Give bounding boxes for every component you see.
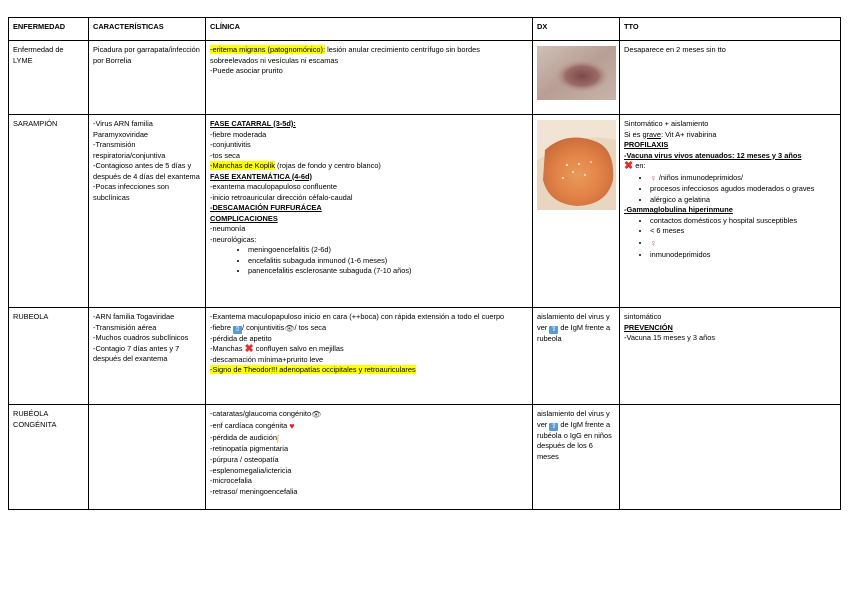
heart-icon: ♥ — [289, 421, 295, 432]
cell-lyme-dx — [533, 41, 620, 115]
header-dx: DX — [533, 18, 620, 41]
fase-exantematica-title: FASE EXANTEMÁTICA (4-6d) — [210, 171, 312, 181]
pregnant-woman-icon: ♀ — [650, 237, 657, 248]
list-item: • contactos domésticos y hospital susceptibles — [650, 216, 836, 227]
gammaglobulina-list — [624, 216, 836, 260]
list-item — [650, 237, 836, 250]
disease-table — [8, 17, 841, 510]
gammaglobulina-title: -Gammaglobulina hiperinmune — [624, 205, 733, 215]
list-item: • inmunodeprimidos — [650, 250, 836, 261]
list-item: • panencefalitis esclerosante subaguda (7-10 años) — [248, 266, 528, 277]
disease-name: RUBÉOLA CONGÉNITA — [13, 409, 57, 429]
list-item: • ♀ /niños inmunodeprimidos/ — [650, 172, 836, 185]
cell-rub-caracteristicas: -ARN familia Togaviridae -Transmisión aérea -Muchos cuadros subclínicos -Contagio 7 días antes y 7 después del exantema — [89, 308, 206, 405]
vacuna-line: -Vacuna virus vivos atenuados: 12 meses y 3 años — [624, 150, 802, 160]
profilaxis-title: PROFILAXIS — [624, 140, 669, 150]
neuro-list — [210, 245, 528, 277]
header-caracteristicas: CARACTERÍSTICAS — [89, 18, 206, 41]
cell-rub-name — [9, 308, 89, 405]
cell-sar-clinica: FASE CATARRAL (3-5d): -fiebre moderada -conjuntivitis -tos seca -Manchas de Koplik (rojas de fondo y centro blanco) FASE EXANTEMÁTICA (4-6d) -exantema maculopapuloso confluente -inicio retroauricular dirección céfalo-caudal -DESCAMACIÓN FURFURÁCEA COMPLICACIONES -neumonía -neurológicas: • meningoencefalitis (2-6d) • encefalitis subaguda inmunod (1-6 meses) • panencefalitis esclerosante subaguda (7-10 años) — [206, 115, 533, 308]
header-row — [9, 18, 841, 41]
pregnant-woman-icon: ♀ — [650, 172, 657, 183]
disease-name: SARAMPIÓN — [13, 119, 58, 128]
cross-mark-icon: ✖ — [244, 343, 254, 356]
complicaciones-title: COMPLICACIONES — [210, 213, 278, 223]
cell-lyme-clinica: -eritema migrans (patognomónico): lesión anular crecimiento centrífugo sin bordes sobreelevados ni vesículas ni escamas -Puede asociar prurito — [206, 41, 533, 115]
list-item: • procesos infecciosos agudos moderados o graves — [650, 184, 836, 195]
cell-lyme-tto: Desaparece en 2 meses sin tto — [620, 41, 841, 115]
cell-lyme-name — [9, 41, 89, 115]
ear-icon: ʃ — [276, 434, 279, 444]
highlight-theodor: -Signo de Theodor!!! adenopatías occipitales y retroauriculares — [210, 365, 416, 375]
cell-sar-dx — [533, 115, 620, 308]
contraindicaciones-list — [624, 172, 836, 206]
fase-catarral-title: FASE CATARRAL (3-5d): — [210, 119, 296, 128]
koplik-spots-photo — [537, 120, 616, 210]
cell-rub-tto: sintomático PREVENCIÓN -Vacuna 15 meses y 3 años — [620, 308, 841, 405]
disease-name: Enfermedad de LYME — [13, 45, 64, 65]
table-row-lyme — [9, 41, 841, 115]
prevencion-title: PREVENCIÓN — [624, 322, 673, 332]
eye-icon: 👁 — [284, 323, 295, 333]
descamacion-title: -DESCAMACIÓN FURFURÁCEA — [210, 203, 322, 213]
header-tto: TTO — [620, 18, 841, 41]
up-arrow-icon: ⇧ — [234, 325, 241, 333]
cell-lyme-caracteristicas: Picadura por garrapata/infección por Borrelia — [89, 41, 206, 115]
eye-icon: 👁 — [311, 410, 322, 419]
table-row-sarampion — [9, 115, 841, 308]
cross-mark-icon: ✖ — [624, 160, 634, 173]
cell-sar-name — [9, 115, 89, 308]
table-row-rubeola — [9, 308, 841, 405]
cell-cong-caracteristicas — [89, 405, 206, 510]
header-clinica: CLÍNICA — [206, 18, 533, 41]
cell-rub-dx: aislamiento del virus y ver ⇧ de IgM frente a rubeola — [533, 308, 620, 405]
cell-sar-tto: Sintomático + aislamiento Si es grave: Vit A+ rivabirina PROFILAXIS -Vacuna virus vivos atenuados: 12 meses y 3 años ✖ en: • ♀ /niños inmunodeprimidos/ • procesos infecciosos agudos moderados o graves • alérgico a gelatina -Gammaglobulina hiperinmune • contactos domésticos y hospital susceptibles • < 6 meses • ♀ • inmunodeprimidos — [620, 115, 841, 308]
up-arrow-icon: ⇧ — [550, 422, 557, 430]
highlight-eritema: -eritema migrans (patognomónico): — [210, 45, 326, 54]
disease-name: RUBEOLA — [13, 312, 49, 321]
lyme-rash-photo — [537, 46, 616, 100]
cell-cong-tto — [620, 405, 841, 510]
list-item: • encefalitis subaguda inmunod (1-6 meses) — [248, 256, 528, 267]
list-item: • alérgico a gelatina — [650, 195, 836, 206]
highlight-koplik: -Manchas de Koplik — [210, 161, 275, 171]
list-item: • < 6 meses — [650, 226, 836, 237]
list-item: • meningoencefalitis (2-6d) — [248, 245, 528, 256]
header-enfermedad: ENFERMEDAD — [9, 18, 89, 41]
cell-sar-caracteristicas: -Virus ARN familia Paramyxoviridae -Transmisión respiratoria/conjuntiva -Contagioso antes de 5 días y después de 4 días del exantema -Pocas infecciones son subclínicas — [89, 115, 206, 308]
cell-cong-dx: aislamiento del virus y ver ⇧ de IgM frente a rubéola o IgG en niños después de los 6 meses — [533, 405, 620, 510]
cell-rub-clinica: -Exantema maculopapuloso inicio en cara (++boca) con rápida extensión a todo el cuerpo -fiebre ⇧ / conjuntivitis👁/ tos seca -pérdida de apetito -Manchas ✖ confluyen salvo en mejillas -descamación mínima+prurito leve -Signo de Theodor!!! adenopatías occipitales y retroauriculares — [206, 308, 533, 405]
up-arrow-icon: ⇧ — [550, 325, 557, 333]
cell-cong-name — [9, 405, 89, 510]
table-row-rubeola-congenita — [9, 405, 841, 510]
cell-cong-clinica: -cataratas/glaucoma congénito👁 -enf cardíaca congénita ♥ -pérdida de audiciónʃ -retinopatía pigmentaria -púrpura / osteopatía -esplenomegalia/ictericia -microcefalia -retraso/ meningoencefalia — [206, 405, 533, 510]
